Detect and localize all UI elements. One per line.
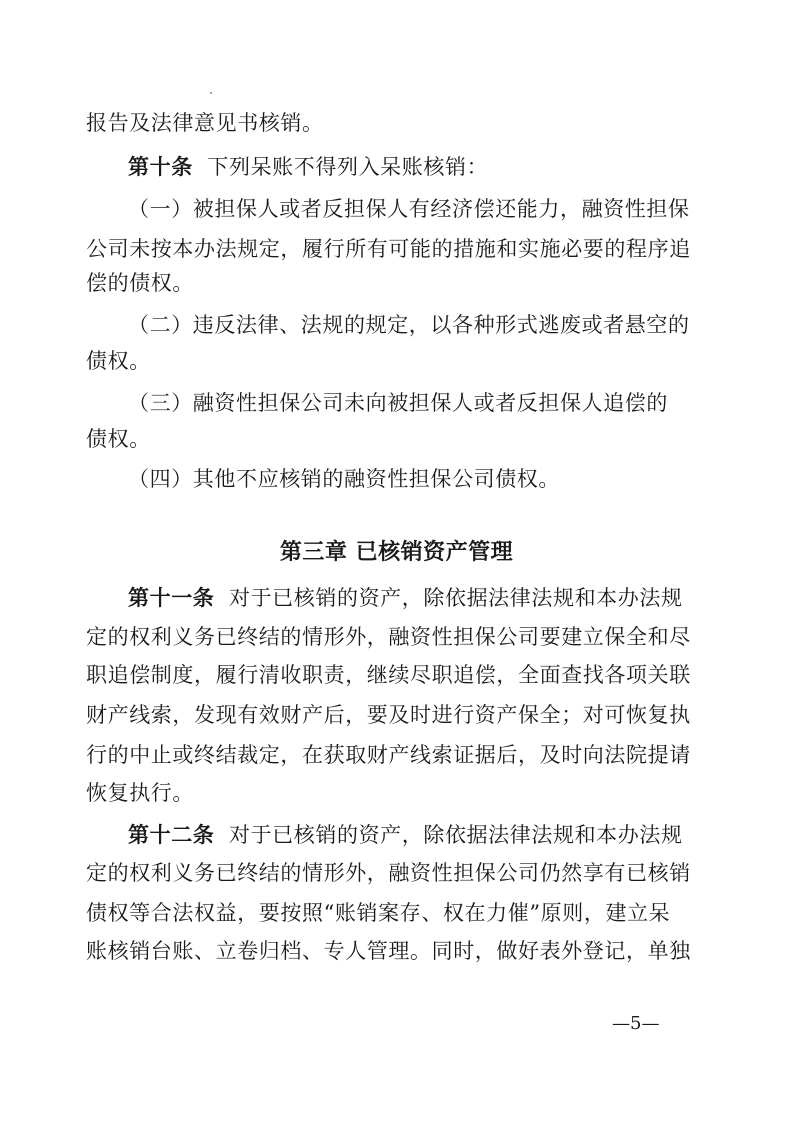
text-line: 偿的债权。 <box>86 271 194 295</box>
article-label: 第十一条 <box>128 585 215 610</box>
text-line: （四）其他不应核销的融资性担保公司债权。 <box>128 467 560 491</box>
text-line: 职追偿制度，履行清收职责，继续尽职追偿，全面查找各项关联 <box>86 663 691 687</box>
text-line: （三）融资性担保公司未向被担保人或者反担保人追偿的 <box>128 391 668 415</box>
page-number: —5— <box>612 1013 660 1034</box>
text-line: （二）违反法律、法规的规定，以各种形式逃废或者悬空的 <box>128 313 690 337</box>
article-label: 第十二条 <box>128 822 215 847</box>
article-12-line: 第十二条 对于已核销的资产，除依据法律法规和本办法规 <box>128 822 683 847</box>
text-line: 债权等合法权益，要按照“账销案存、权在力催”原则，建立呆 <box>86 901 671 925</box>
text-line: 债权。 <box>86 349 151 373</box>
text-line: 定的权利义务已终结的情形外，融资性担保公司要建立保全和尽 <box>86 625 691 649</box>
chapter-heading: 第三章 已核销资产管理 <box>279 539 514 565</box>
article-10-line: 第十条 下列呆账不得列入呆账核销： <box>128 154 489 179</box>
text-line: （一）被担保人或者反担保人有经济偿还能力，融资性担保 <box>128 197 690 221</box>
text-line: 行的中止或终结裁定，在获取财产线索证据后，及时向法院提请 <box>86 743 691 767</box>
text-line: 恢复执行。 <box>86 781 194 805</box>
text-line: 债权。 <box>86 427 151 451</box>
text-line: 公司未按本办法规定，履行所有可能的措施和实施必要的程序追 <box>86 237 691 261</box>
article-11-line: 第十一条 对于已核销的资产，除依据法律法规和本办法规 <box>128 585 683 610</box>
text-line: 报告及法律意见书核销。 <box>86 111 324 135</box>
text-line: 定的权利义务已终结的情形外，融资性担保公司仍然享有已核销 <box>86 861 691 885</box>
text-line: 账核销台账、立卷归档、专人管理。同时，做好表外登记，单独 <box>86 939 691 963</box>
scan-speck <box>210 92 212 94</box>
article-label: 第十条 <box>128 154 193 179</box>
text-line: 财产线索，发现有效财产后，要及时进行资产保全；对可恢复执 <box>86 703 691 727</box>
